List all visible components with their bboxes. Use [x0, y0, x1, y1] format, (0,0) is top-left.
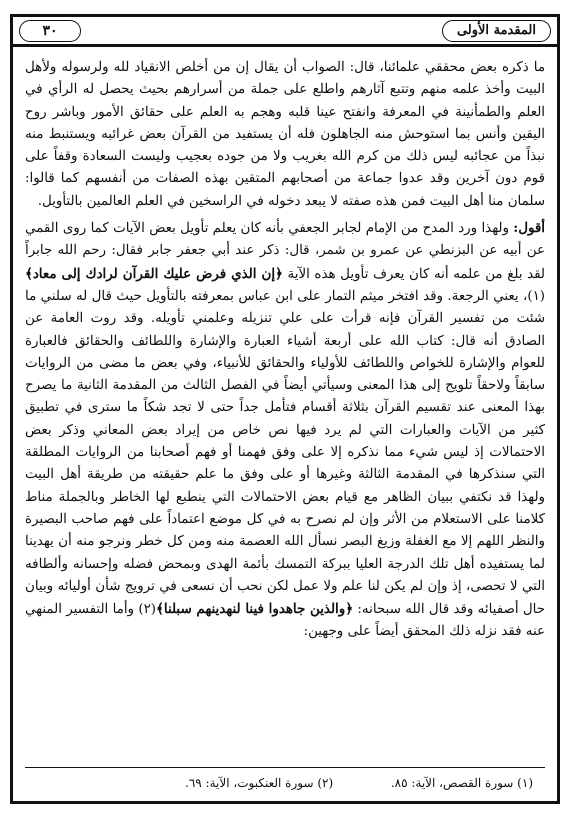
footnotes: [25, 773, 545, 793]
paragraph-text: ولهذا ورد المدح من الإمام لجابر الجعفي بأنه كان يعلم تأويل بعض الآيات كما روى القمي عن أبيه عن البزنطي عن عمرو بن شمر، قال: ذكر عند أبي جعفر جابر فقال: رحم الله جابراً لقد بلغ من علمه أنه كان يعرف تأويل هذه الآية: [25, 221, 545, 282]
emphasized-text: أقول:: [513, 220, 545, 237]
page-number: ٣٠: [19, 20, 81, 42]
chapter-title: المقدمة الأولى: [442, 20, 551, 42]
page-frame: [10, 14, 560, 804]
footnote-2: (٢) سورة العنكبوت، الآية: ٦٩.: [185, 776, 334, 790]
running-header: [13, 17, 557, 47]
emphasized-text: ﴿والذين جاهدوا فينا لنهدينهم سبلنا﴾: [156, 601, 354, 618]
footnote-separator: [25, 767, 545, 768]
paragraph-text: ما ذكره بعض محققي علمائنا، قال: الصواب أن يقال إن من أخلص الانقياد لله ولرسوله ولأهل البيت وأخذ علمه منهم وتتبع آثارهم واطلع على جملة من أسرارهم بحيث يحصل له الرأي في العلم والطمأنينة في المعرفة وانفتح عينا قلبه وهجم به العلم على حقائق الأمور وباشر روح اليقين وأنس بما استوحش منه الجاهلون فله أن يستفيد من القرآن بعض غرائبه ويستنبط منه نبذاً من عجائبه ليس ذلك من كرم الله بغريب ولا من جوده بعجيب وليست السعادة وقفاً على قوم دون آخرين وقد عدوا جماعة من أصحابهم المتقين بهذه الصفات من أنفسهم كما قالوا: سلمان منا أهل البيت فمن هذه صفته لا يبعد دخوله في الراسخين في العلم العالمين بالتأويل.: [25, 60, 545, 209]
body-text: [25, 57, 545, 717]
emphasized-text: ﴿إن الذي فرض عليك القرآن لرادك إلى معاد﴾: [25, 265, 283, 282]
footnote-1: (١) سورة القصص، الآية: ٨٥.: [390, 776, 533, 790]
paragraph-text: (٢) وأما التفسير المنهي عنه فقد نزله ذلك المحقق أيضاً على وجهين:: [25, 602, 545, 640]
paragraph: [25, 217, 545, 644]
paragraph: [25, 57, 545, 213]
paragraph-text: (١)، يعني الرجعة. وقد افتخر ميثم التمار على ابن عباس بمعرفته بالتأويل حيث قال له سلني ما شئت من تفسير القرآن فإنه قرأت على علي تنزيله وعلمني تأويله. وقد روت العامة عن الصادق أنه قال: كتاب الله على أربعة أشياء العبارة والإشارة واللطائف والحقائق فالعبارة للعوام والإشارة للخواص واللطائف للأولياء والحقائق للأنبياء، وفي بعض ما مضى من الروايات سابقاً ولاحقاً تلويح إلى هذا المعنى وسيأتي أيضاً في الفصل الثالث من المقدمة الثانية ما يصرح بهذا المعنى عند تقسيم القرآن بثلاثة أقسام فتأمل جداً حتى لا تجد شكاً ما سترى في تطبيق كثير من الآيات والعبارات التي لم يرد فيها نص خاص من إيراد بعض المعاني وذكر بعض الاحتمالات إذ ليس شيء مما نذكره إلا على وفق فهمنا أو فهم أصحابنا من الروايات المطلقة التي سنذكرها في المقدمة الثالثة وغيرها أو على وفق ما علم حقيقته من طريقة أهل البيت ولهذا قد نكتفي ببيان الظاهر مع قيام بعض الاحتمالات التي ينطبع لها الخاطر وبالجملة مناط كلامنا على الاستعلام من الأثر وإن لم نصرح به في كل موضع اعتماداً على فهم صاحب البصيرة والنظر اللهم إلا مع الغفلة وزيغ البصر نسأل الله العصمة منه ومن كل خطر ونرجو منه أن يهدينا لما يستفيده أهل تلك الدرجة العليا ببركة التمسك بأئمة الهدى وبمحض فضله وإحسانه وألطافه التي لا تحصى، إذ وإن لم يكن لنا علم ولا عمل لكن نحب أن نسعى في ترويج شأن أوليائه وبيان حال أصفيائه وقد قال الله سبحانه:: [25, 288, 545, 618]
